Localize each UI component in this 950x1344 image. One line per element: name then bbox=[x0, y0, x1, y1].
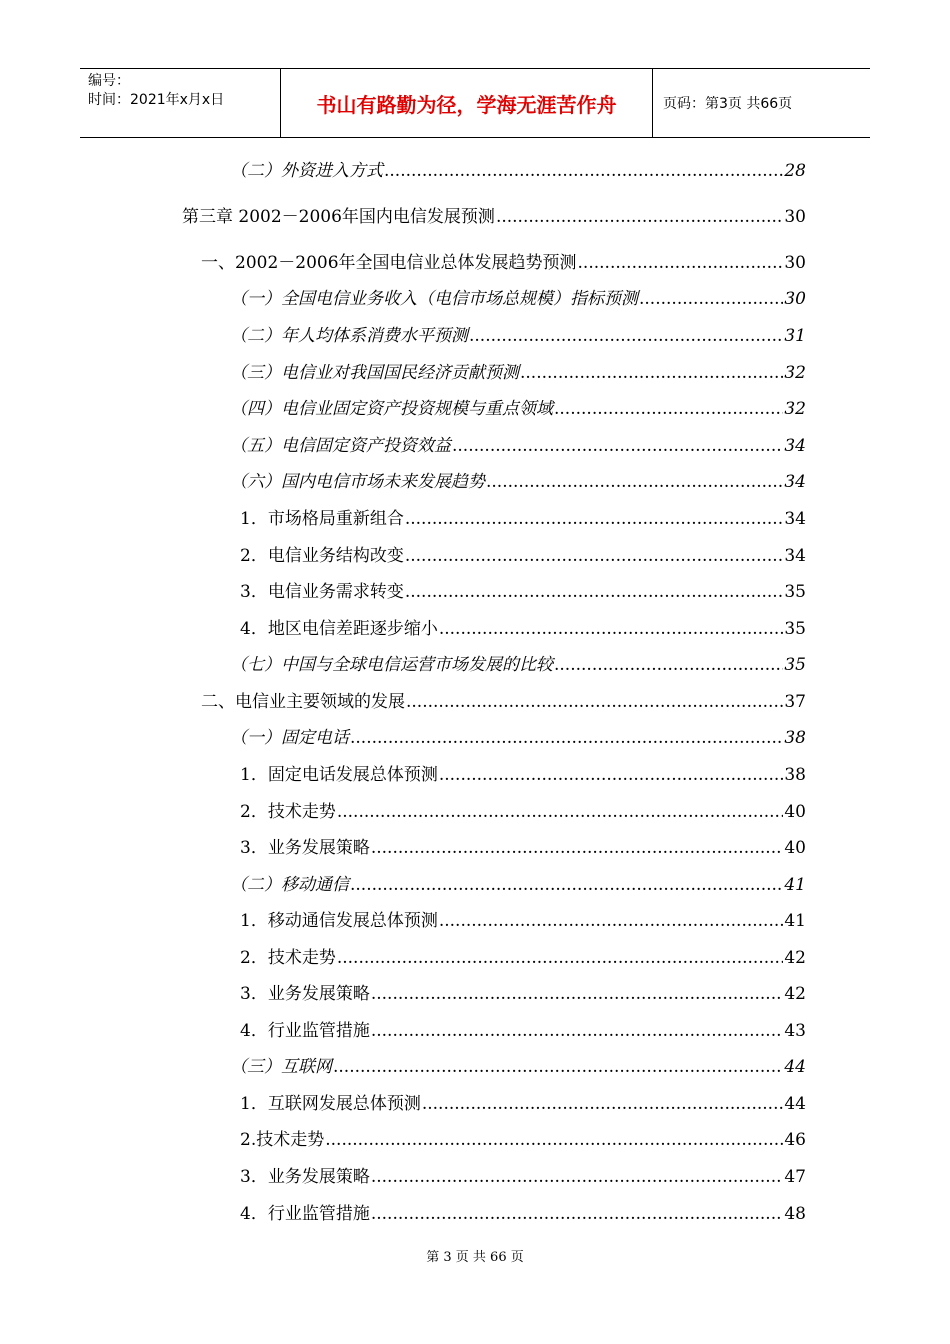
toc-entry[interactable]: 3．业务发展策略 ..... 42 bbox=[240, 982, 806, 1006]
toc-entry[interactable]: 1．互联网发展总体预测 ..... 44 bbox=[240, 1092, 806, 1116]
toc-entry[interactable]: （三）互联网 ..... 44 bbox=[230, 1055, 806, 1079]
toc-entry[interactable]: （二）年人均体系消费水平预测 ..... 31 bbox=[230, 324, 806, 348]
toc-entry[interactable]: （七）中国与全球电信运营市场发展的比较 ..... 35 bbox=[230, 653, 806, 677]
toc-entry[interactable]: （二）外资进入方式 ..... 28 bbox=[230, 159, 806, 183]
toc-entry[interactable]: 一、2002－2006年全国电信业总体发展趋势预测 ..... 30 bbox=[201, 251, 806, 275]
toc-entry[interactable]: （一）固定电话 ..... 38 bbox=[230, 726, 806, 750]
toc-entry[interactable]: 第三章 2002－2006年国内电信发展预测 ..... 30 bbox=[182, 205, 806, 229]
toc-entry[interactable]: （五）电信固定资产投资效益 ..... 34 bbox=[230, 434, 806, 458]
toc-entry[interactable]: 4．行业监管措施 ..... 43 bbox=[240, 1019, 806, 1043]
toc-entry[interactable]: 二、电信业主要领域的发展 ..... 37 bbox=[201, 690, 806, 714]
toc-entry[interactable]: （一）全国电信业务收入（电信市场总规模）指标预测 ..... 30 bbox=[230, 287, 806, 311]
toc-entry[interactable]: （六）国内电信市场未来发展趋势 ..... 34 bbox=[230, 470, 806, 494]
document-number-label: 编号： bbox=[88, 73, 130, 89]
toc-entry[interactable]: 1．移动通信发展总体预测 ..... 41 bbox=[240, 909, 806, 933]
toc-entry[interactable]: 2．技术走势 ..... 40 bbox=[240, 800, 806, 824]
document-time-label: 时间：2021年x月x日 bbox=[88, 92, 225, 108]
toc-entry[interactable]: （二）移动通信 ..... 41 bbox=[230, 873, 806, 897]
page-footer: 第 3 页 共 66 页 bbox=[426, 1250, 524, 1265]
toc-entry[interactable]: （三）电信业对我国国民经济贡献预测 ..... 32 bbox=[230, 361, 806, 385]
toc-entry[interactable]: 2．技术走势 ..... 42 bbox=[240, 946, 806, 970]
toc-entry[interactable]: 3．电信业务需求转变 ..... 35 bbox=[240, 580, 806, 604]
header-motto: 书山有路勤为径，学海无涯苦作舟 bbox=[281, 69, 653, 137]
header-page-info: 页码：第3页 共66页 bbox=[663, 96, 793, 112]
toc-entry[interactable]: 3．业务发展策略 ..... 40 bbox=[240, 836, 806, 860]
page-header bbox=[80, 68, 870, 138]
header-meta bbox=[80, 69, 281, 137]
toc-entry[interactable]: 3．业务发展策略 ..... 47 bbox=[240, 1165, 806, 1189]
toc-entry[interactable]: 2．电信业务结构改变 ..... 34 bbox=[240, 544, 806, 568]
toc-entry[interactable]: 1．固定电话发展总体预测 ..... 38 bbox=[240, 763, 806, 787]
toc-entry[interactable]: 4．地区电信差距逐步缩小 ..... 35 bbox=[240, 617, 806, 641]
toc-entry[interactable]: （四）电信业固定资产投资规模与重点领域 ..... 32 bbox=[230, 397, 806, 421]
toc-entry[interactable]: 1．市场格局重新组合 ..... 34 bbox=[240, 507, 806, 531]
toc-entry[interactable]: 2.技术走势 ..... 46 bbox=[240, 1128, 806, 1152]
toc-entry[interactable]: 4．行业监管措施 ..... 48 bbox=[240, 1202, 806, 1226]
